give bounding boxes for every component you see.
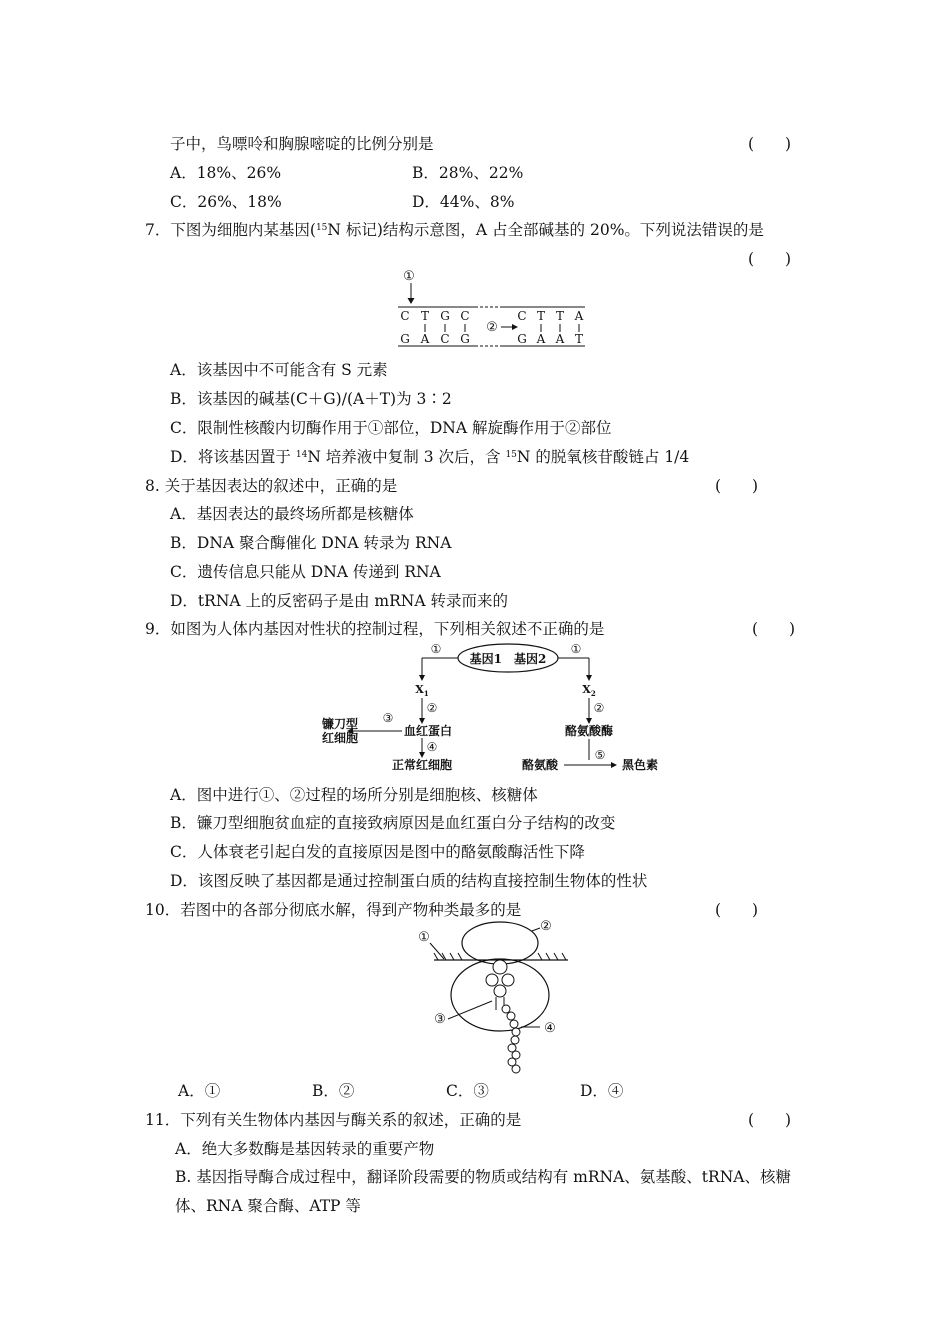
q10-fig-n1: ① <box>418 930 430 945</box>
q6-stem: 子中，鸟嘌呤和胸腺嘧啶的比例分别是 <box>170 135 434 153</box>
q6-option-b[interactable]: B．28%、22% <box>412 164 524 182</box>
q9-fig-tyrosine: 酪氨酸 <box>521 758 559 772</box>
q7-stem-post: N 标记)结构示意图，A 占全部碱基的 20%。下列说法错误的是 <box>327 221 764 239</box>
q9-fig-n5: ⑤ <box>594 748 606 762</box>
q7-base-top-2: T <box>420 309 430 323</box>
q7-option-d-sup-2: 15 <box>505 450 517 460</box>
q7-base-top-4: C <box>460 309 470 323</box>
q7-fig-label-2: ② <box>486 320 498 335</box>
q7-fig-label-1: ① <box>403 269 415 284</box>
q10-fig-n2: ② <box>540 919 552 934</box>
q7-base-top-6: T <box>536 309 546 323</box>
q9-fig-n4: ④ <box>426 740 438 754</box>
q11-answer-paren: ( ) <box>748 1111 792 1129</box>
q6-option-d[interactable]: D．44%、8% <box>412 193 515 211</box>
q9-fig-x1: $X_1$ <box>415 683 429 698</box>
q7-base-bottom-7: A <box>555 332 565 346</box>
q9-option-d[interactable]: D．该图反映了基因都是通过控制蛋白质的结构直接控制生物体的性状 <box>170 872 648 890</box>
q7-option-a[interactable]: A．该基因中不可能含有 S 元素 <box>170 361 388 379</box>
q7-answer-paren: ( ) <box>748 250 792 268</box>
q7-option-d[interactable] <box>170 447 689 467</box>
q9-fig-n2-right: ② <box>593 701 605 715</box>
q8-answer-paren: ( ) <box>715 477 759 495</box>
q9-fig-n3: ③ <box>382 711 394 725</box>
q8-option-b[interactable]: B．DNA 聚合酶催化 DNA 转录为 RNA <box>170 534 452 552</box>
q6-option-c[interactable]: C．26%、18% <box>170 193 282 211</box>
q11-option-b-line-2[interactable]: 体、RNA 聚合酶、ATP 等 <box>175 1197 361 1215</box>
q9-answer-paren: ( ) <box>752 620 796 638</box>
q9-fig-tyrosinase: 酪氨酸酶 <box>564 724 614 738</box>
q11-stem: 11．下列有关生物体内基因与酶关系的叙述，正确的是 <box>145 1111 522 1129</box>
q9-option-c[interactable]: C．人体衰老引起白发的直接原因是图中的酪氨酸酶活性下降 <box>170 843 585 861</box>
q6-answer-paren: ( ) <box>748 135 792 153</box>
q7-base-top-5: C <box>517 309 527 323</box>
q9-option-b[interactable]: B．镰刀型细胞贫血症的直接致病原因是血红蛋白分子结构的改变 <box>170 814 616 832</box>
q7-dna-figure <box>395 265 595 357</box>
q9-option-a[interactable]: A．图中进行①、②过程的场所分别是细胞核、核糖体 <box>170 786 538 804</box>
q8-option-c[interactable]: C．遗传信息只能从 DNA 传递到 RNA <box>170 563 441 581</box>
q10-option-a[interactable]: A．① <box>178 1082 221 1100</box>
q8-option-a[interactable]: A．基因表达的最终场所都是核糖体 <box>170 505 414 523</box>
q7-base-top-8: A <box>574 309 584 323</box>
q9-fig-sickle-1: 镰刀型 <box>322 717 359 731</box>
q7-option-b[interactable]: B．该基因的碱基(C＋G)/(A＋T)为 3∶2 <box>170 390 452 408</box>
q7-base-bottom-4: G <box>460 332 470 346</box>
q9-fig-sickle-2: 红细胞 <box>322 731 359 745</box>
q10-option-b[interactable]: B．② <box>312 1082 355 1100</box>
q7-stem-sup: 15 <box>315 223 328 233</box>
q10-stem: 10．若图中的各部分彻底水解，得到产物种类最多的是 <box>145 901 522 919</box>
q9-stem: 9．如图为人体内基因对性状的控制过程，下列相关叙述不正确的是 <box>145 620 605 638</box>
q7-option-c[interactable]: C．限制性核酸内切酶作用于①部位，DNA 解旋酶作用于②部位 <box>170 419 612 437</box>
q9-fig-n1-right: ① <box>570 642 582 656</box>
q9-fig-hemoglobin: 血红蛋白 <box>403 724 453 738</box>
q6-option-a[interactable]: A．18%、26% <box>170 164 282 182</box>
q10-fig-n4: ④ <box>544 1021 556 1036</box>
q7-base-bottom-6: A <box>536 332 546 346</box>
q7-option-d-pre: D．将该基因置于 <box>170 448 296 466</box>
q7-base-top-3: G <box>440 309 450 323</box>
q8-option-d[interactable]: D．tRNA 上的反密码子是由 mRNA 转录而来的 <box>170 592 508 610</box>
q7-stem <box>145 220 764 240</box>
q8-stem: 8. 关于基因表达的叙述中，正确的是 <box>145 477 398 495</box>
q11-option-b-line-1[interactable]: B. 基因指导酶合成过程中，翻译阶段需要的物质或结构有 mRNA、氨基酸、tRNA、核糖 <box>175 1168 791 1186</box>
q7-base-bottom-3: C <box>440 332 450 346</box>
q10-option-d[interactable]: D．④ <box>580 1082 624 1100</box>
q9-fig-normal-rbc: 正常红细胞 <box>391 758 453 772</box>
q9-fig-melanin: 黑色素 <box>621 758 659 772</box>
q11-option-a[interactable]: A．绝大多数酶是基因转录的重要产物 <box>175 1140 435 1158</box>
q7-base-top-7: T <box>555 309 565 323</box>
q7-base-bottom-1: G <box>400 332 410 346</box>
q9-fig-n2-left: ② <box>426 701 438 715</box>
q10-option-c[interactable]: C．③ <box>446 1082 489 1100</box>
q7-option-d-post: N 的脱氧核苷酸链占 1/4 <box>516 448 690 466</box>
q7-number: 7． <box>145 221 171 239</box>
q7-base-bottom-8: T <box>574 332 584 346</box>
q9-fig-n1-left: ① <box>430 642 442 656</box>
q9-fig-genes: 基因1 基因2 <box>469 652 547 666</box>
q7-option-d-mid: N 培养液中复制 3 次后，含 <box>307 448 506 466</box>
q7-base-bottom-2: A <box>420 332 430 346</box>
q7-base-bottom-5: G <box>517 332 527 346</box>
q9-gene-control-figure <box>318 638 678 778</box>
q10-fig-n3: ③ <box>434 1012 446 1027</box>
q9-fig-x2: $X_2$ <box>582 683 596 698</box>
q7-base-top-1: C <box>400 309 410 323</box>
q10-answer-paren: ( ) <box>715 901 759 919</box>
q7-option-d-sup-1: 14 <box>295 450 308 460</box>
q10-ribosome-figure <box>408 915 578 1075</box>
q7-stem-pre: 下图为细胞内某基因( <box>170 221 316 239</box>
